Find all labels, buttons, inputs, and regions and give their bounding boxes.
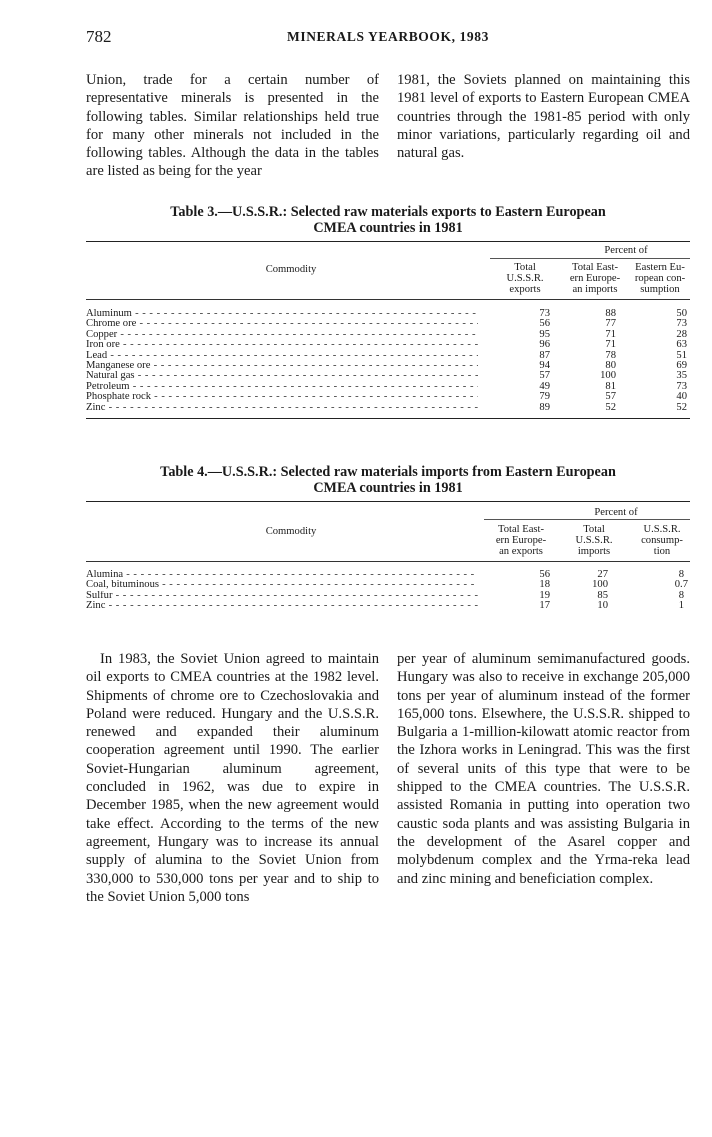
table-row: Sulfur - - - 19 85 8 xyxy=(86,591,690,601)
intro-right-column xyxy=(397,71,690,162)
table3 xyxy=(86,238,690,424)
table4-percent-rule xyxy=(484,519,690,520)
page-number: 782 xyxy=(86,27,112,46)
body-right-paragraph: per year of aluminum semimanufactured goods. Hungary was also to receive in exchange 205,000 tons per year of aluminum instead of the former 165,000 tons. Elsewhere, the U.S.S.R. shipped to Bulgaria a 1-million-kilowatt atomic reactor from the Izhora works in Leningrad. This was the first of several units of this type that were to be shipped to the CMEA countries. The U.S.S.R. assisted Romania in putting into operation two caustic soda plants and was assisting Bulgaria in the development of the Asarel copper and molybdenum complex and the Yrma-reka lead and zinc mining and beneficiation complex. xyxy=(397,651,690,887)
body-right-column xyxy=(397,650,690,888)
table-row: Petroleum - - - 49 81 73 xyxy=(86,382,690,392)
running-title: MINERALS YEARBOOK, 1983 xyxy=(287,29,489,44)
table-row: Alumina - - - 56 27 8 xyxy=(86,570,690,580)
table-row: Iron ore - - - 96 71 63 xyxy=(86,340,690,350)
table4-top-rule xyxy=(86,501,690,502)
table3-title-line2: CMEA countries in 1981 xyxy=(313,220,463,236)
table-row: Zinc - - - 89 52 52 xyxy=(86,403,690,413)
table3-header-rule xyxy=(86,299,690,300)
table-row: Manganese ore - - - 94 80 69 xyxy=(86,361,690,371)
table4-title-line1: Table 4.—U.S.S.R.: Selected raw materials imports from Eastern European xyxy=(160,464,616,480)
body-left-column xyxy=(86,650,379,906)
table-row: Zinc - - - 17 10 1 xyxy=(86,601,690,611)
table3-col3-header: Eastern Eu- ropean con- sumption xyxy=(634,262,686,295)
table-row: Natural gas - - - 57 100 35 xyxy=(86,371,690,381)
table-row: Chrome ore - - - 56 77 73 xyxy=(86,319,690,329)
table4-col3-header: U.S.S.R. consump- tion xyxy=(641,524,683,557)
table-row: Aluminum - - - 73 88 50 xyxy=(86,309,690,319)
table4-commodity-header: Commodity xyxy=(265,526,317,537)
table3-col1-header: Total U.S.S.R. exports xyxy=(506,262,544,295)
table-row: Coal, bituminous - - - 18 100 0.7 xyxy=(86,580,690,590)
table4 xyxy=(86,498,690,618)
intro-right-paragraph: 1981, the Soviets planned on maintaining this 1981 level of exports to Eastern European CMEA countries through the 1981-85 period with only minor variations, particularly regarding oil and natural gas. xyxy=(397,72,690,162)
table4-title-line2: CMEA countries in 1981 xyxy=(313,480,463,496)
table3-title-line1: Table 3.—U.S.S.R.: Selected raw materials exports to Eastern European xyxy=(170,204,606,220)
table3-percent-rule xyxy=(490,258,690,259)
table4-col2-header: Total U.S.S.R. imports xyxy=(575,524,613,557)
table-row: Lead - - - 87 78 51 xyxy=(86,351,690,361)
table3-percent-of-header: Percent of xyxy=(604,245,648,256)
intro-left-column xyxy=(86,71,379,181)
table-row: Phosphate rock - - - 79 57 40 xyxy=(86,392,690,402)
table3-col2-header: Total East- ern Europe- an imports xyxy=(569,262,621,295)
table3-caption xyxy=(86,204,690,236)
table4-col1-header: Total East- ern Europe- an exports xyxy=(495,524,547,557)
table3-commodity-header: Commodity xyxy=(265,264,317,275)
table3-top-rule xyxy=(86,241,690,242)
body-left-paragraph: In 1983, the Soviet Union agreed to maintain oil exports to CMEA countries at the 1982 level. Shipments of chrome ore to Czechoslovakia and Poland were reduced. Hungary and the U.S.S.R. renewed and expanded their aluminum cooperation agreement until 1990. The earlier Soviet-Hungarian aluminum agreement, concluded in 1962, was due to expire in December 1985, when the new agreement would take effect. According to the terms of the new agreement, Hungary was to increase its annual supply of alumina to the Soviet Union from 330,000 to 530,000 tons per year and to ship to the Soviet Union 5,000 tons xyxy=(86,651,379,905)
table4-header-rule xyxy=(86,561,690,562)
table4-caption xyxy=(86,464,690,496)
table-row: Copper - - - 95 71 28 xyxy=(86,330,690,340)
table4-percent-of-header: Percent of xyxy=(594,507,638,518)
table3-bottom-rule xyxy=(86,418,690,419)
intro-left-paragraph: Union, trade for a certain number of representative minerals is presented in the following tables. Similar relationships held true for many other minerals not included in the following tables. Although the data in the tables are listed as being for the year xyxy=(86,72,379,180)
page-header xyxy=(86,27,690,49)
